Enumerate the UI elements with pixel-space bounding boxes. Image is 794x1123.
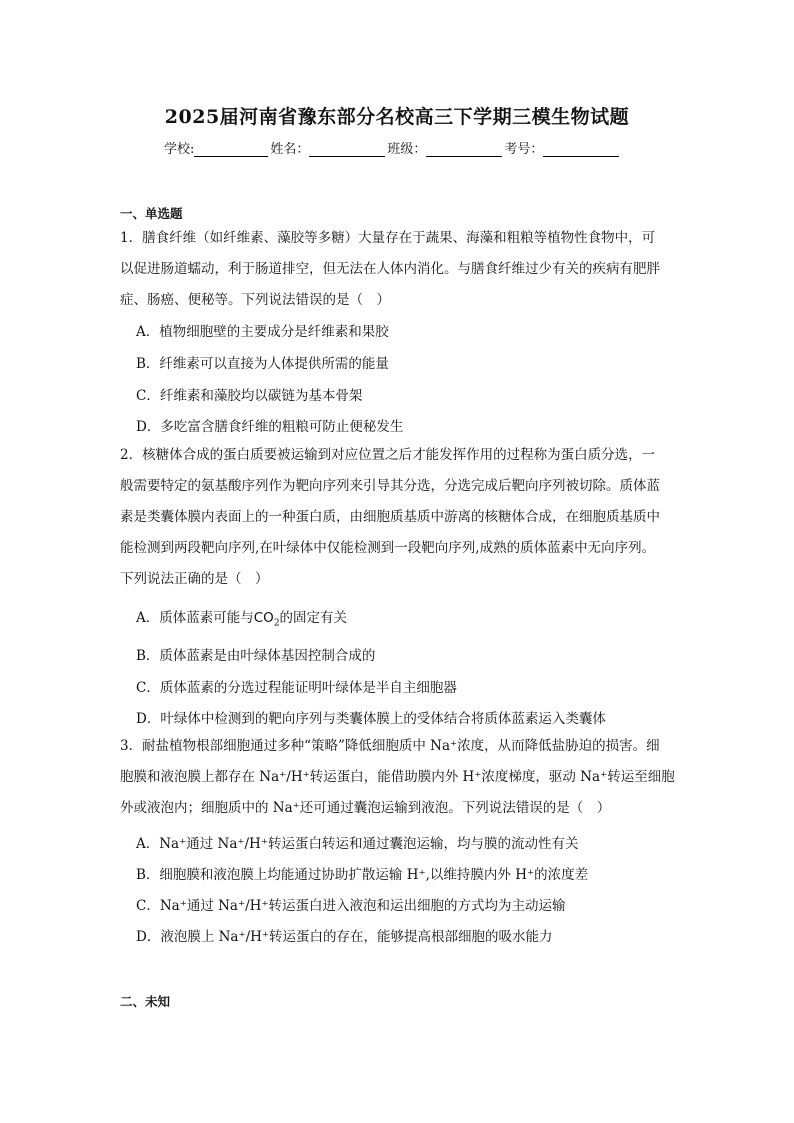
name-blank[interactable] xyxy=(309,142,385,157)
question-2-line: 素是类囊体膜内表面上的一种蛋白质，由细胞质基质中游离的核糖体合成，在细胞质基质中 xyxy=(120,509,660,525)
number-label: 考号： xyxy=(504,142,544,157)
school-label: 学校: xyxy=(164,142,195,157)
question-1-line: 症、肠癌、便秘等。下列说法错误的是（ ） xyxy=(120,292,390,308)
question-1-line: 以促进肠道蠕动，利于肠道排空，但无法在人体内消化。与膳食纤维过少有关的疾病有肥胖 xyxy=(120,261,660,277)
student-info-line xyxy=(164,138,621,157)
question-2-stem xyxy=(120,440,676,595)
question-1-option-b: B．纤维素可以直接为人体提供所需的能量 xyxy=(136,356,389,372)
option-a-text-post: 的固定有关 xyxy=(279,610,348,626)
section-heading-unknown: 二、未知 xyxy=(120,994,171,1009)
question-2-option-d: D．叶绿体中检测到的靶向序列与类囊体膜上的受体结合将质体蓝素运入类囊体 xyxy=(136,711,606,727)
question-1-option-a: A．植物细胞壁的主要成分是纤维素和果胶 xyxy=(136,324,389,340)
name-label: 姓名： xyxy=(270,142,310,157)
class-blank[interactable] xyxy=(426,142,502,157)
question-3-stem xyxy=(120,731,676,824)
number-blank[interactable] xyxy=(543,142,619,157)
question-2-option-b: B．质体蓝素是由叶绿体基因控制合成的 xyxy=(136,648,376,664)
question-3-line: 3．耐盐植物根部细胞通过多种“策略”降低细胞质中 Na⁺浓度，从而降低盐胁迫的损害。细 xyxy=(120,738,660,754)
class-label: 班级： xyxy=(387,142,427,157)
question-2-line: 2．核糖体合成的蛋白质要被运输到对应位置之后才能发挥作用的过程称为蛋白质分选，一 xyxy=(120,447,656,463)
question-3-option-a: A．Na⁺通过 Na⁺/H⁺转运蛋白转运和通过囊泡运输，均与膜的流动性有关 xyxy=(136,836,579,852)
question-2-option-a xyxy=(136,606,347,629)
question-2-line: 能检测到两段靶向序列,在叶绿体中仅能检测到一段靶向序列,成熟的质体蓝素中无向序列。 xyxy=(120,540,656,556)
question-3-line: 外或液泡内；细胞质中的 Na⁺还可通过囊泡运输到液泡。下列说法错误的是（ ） xyxy=(120,800,611,816)
question-2-line: 般需要特定的氨基酸序列作为靶向序列来引导其分选，分选完成后靶向序列被切除。质体蓝 xyxy=(120,478,660,494)
school-blank[interactable] xyxy=(194,142,268,157)
co2-formula: CO xyxy=(253,610,274,626)
question-2-line: 下列说法正确的是（ ） xyxy=(120,571,269,587)
question-3-option-b: B．细胞膜和液泡膜上均能通过协助扩散运输 H⁺,以维持膜内外 H⁺的浓度差 xyxy=(136,867,589,883)
question-3-option-d: D．液泡膜上 Na⁺/H⁺转运蛋白的存在，能够提高根部细胞的吸水能力 xyxy=(136,929,553,945)
question-1-stem xyxy=(120,223,676,316)
question-3-line: 胞膜和液泡膜上都存在 Na⁺/H⁺转运蛋白，能借助膜内外 H⁺浓度梯度，驱动 Na⁺转运至细胞 xyxy=(120,769,675,785)
question-2-option-c: C．质体蓝素的分选过程能证明叶绿体是半自主细胞器 xyxy=(136,680,457,696)
question-1-line: 1．膳食纤维（如纤维素、藻胶等多糖）大量存在于蔬果、海藻和粗粮等植物性食物中，可 xyxy=(120,230,656,246)
question-1-option-d: D．多吃富含膳食纤维的粗粮可防止便秘发生 xyxy=(136,419,404,435)
question-3-option-c: C．Na⁺通过 Na⁺/H⁺转运蛋白进入液泡和运出细胞的方式均为主动运输 xyxy=(136,898,566,914)
question-1-option-c: C．纤维素和藻胶均以碳链为基本骨架 xyxy=(136,388,363,404)
exam-title: 2025届河南省豫东部分名校高三下学期三模生物试题 xyxy=(164,106,630,128)
section-heading-single-choice: 一、单选题 xyxy=(120,206,183,221)
option-a-text-pre: A．质体蓝素可能与 xyxy=(136,610,254,626)
co2-subscript: 2 xyxy=(273,618,280,629)
